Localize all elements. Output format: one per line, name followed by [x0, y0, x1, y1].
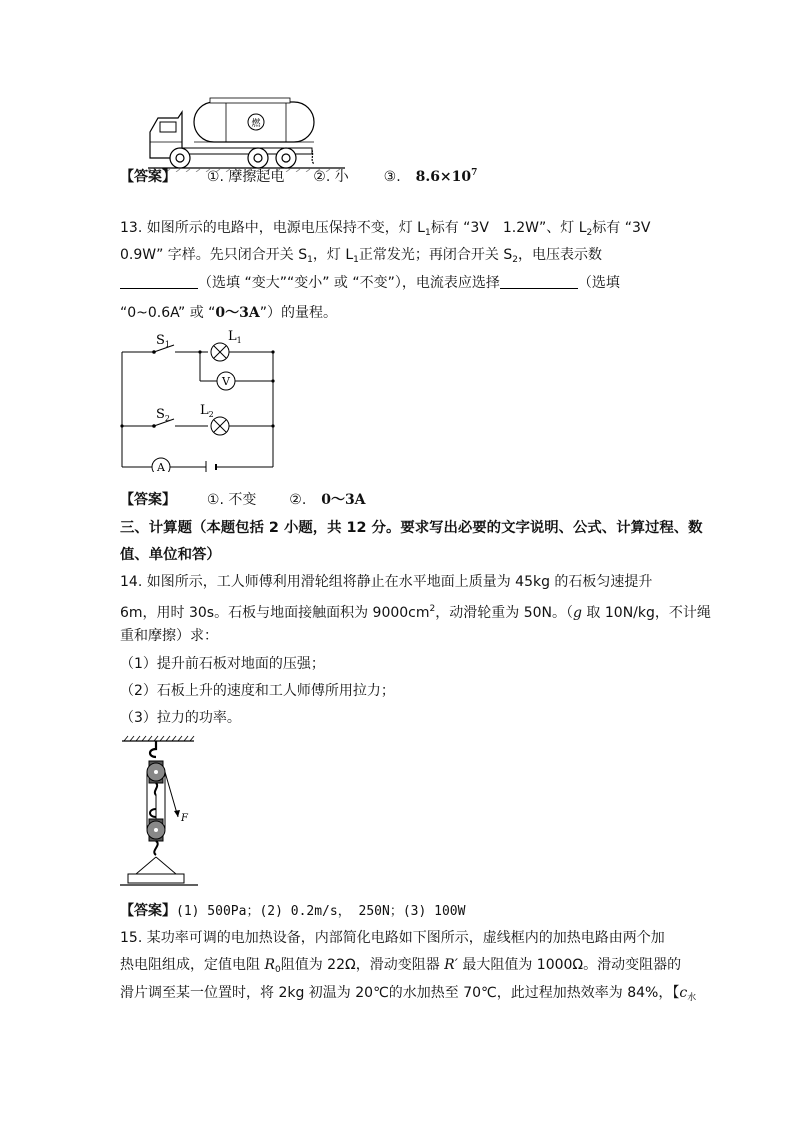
- answer-blank-1[interactable]: [120, 274, 198, 289]
- q13-line1: 13. 如图所示的电路中，电源电压保持不变，灯 $L_1$标有 “3V 1.2W”、灯 $L_2$标有 “3V: [120, 220, 651, 238]
- lamp-l2-label: $L_2$: [200, 403, 214, 419]
- answer-num: ③.: [383, 169, 401, 185]
- q15-line1: 15. 某功率可调的电加热设备，内部简化电路如下图所示，虚线框内的加热电路由两个加: [120, 930, 665, 946]
- section-heading-line2: 值、单位和答）: [120, 547, 221, 563]
- voltmeter-label: V: [222, 375, 230, 388]
- answer-text: 摩擦起电: [228, 169, 285, 185]
- force-label: F: [181, 813, 188, 824]
- answer-value: 0～3A: [321, 492, 366, 508]
- answer-tag: 【答案】: [120, 492, 176, 508]
- answer-num: ①.: [206, 169, 224, 185]
- answer-num: ②.: [313, 169, 331, 185]
- q14-line2: 6m，用时 30s。石板与地面接触面积为 $9000cm^2$，动滑轮重为 50N。（g 取 10N/kg，不计绳: [120, 604, 711, 621]
- q13-line3: （选填 “变大”“变小” 或 “不变”），电流表应选择 （选填: [120, 273, 620, 293]
- q14-answer: [120, 901, 465, 922]
- q13-line2: 0.9W” 字样。先只闭合开关 $S_1$，灯 $L_1$正常发光；再闭合开关 $S_2$，电压表示数: [120, 247, 602, 265]
- pulley-figure: [118, 733, 203, 893]
- q15-line3: 滑片调至某一位置时，将 2kg 初温为 20℃的水加热至 70℃，此过程加热效率为 84%，【$c_水$: [120, 985, 697, 1003]
- tank-label: 燃: [251, 119, 261, 129]
- answer-value: $8.6\times 10^7$: [415, 168, 478, 185]
- ammeter-label: A: [157, 461, 165, 472]
- section-heading-line1: 三、计算题（本题包括 2 小题，共 12 分。要求写出必要的文字说明、公式、计算过程、数: [120, 520, 703, 536]
- switch-s2-label: $S_2$: [156, 407, 170, 423]
- q14-item1: （1）提升前石板对地面的压强；: [120, 656, 325, 672]
- answer-tag: 【答案】: [120, 903, 176, 919]
- circuit-diagram: [118, 330, 283, 472]
- q13-answer: [120, 490, 366, 510]
- answer-text: 不变: [228, 492, 257, 508]
- switch-s1-label: $S_1$: [156, 333, 170, 349]
- q15-line2: 热电阻组成，定值电阻 $R_0$阻值为 22Ω，滑动变阻器 R′ 最大阻值为 1000Ω。滑动变阻器的: [120, 957, 682, 975]
- q14-line1: 14. 如图所示，工人师傅利用滑轮组将静止在水平地面上质量为 45kg 的石板匀速提升: [120, 574, 653, 590]
- answer-num: ①.: [206, 492, 224, 508]
- answer-blank-2[interactable]: [500, 274, 578, 289]
- q14-item2: （2）石板上升的速度和工人师傅所用拉力；: [120, 683, 395, 699]
- q12-answer: [120, 163, 477, 187]
- lamp-l1-label: $L_1$: [228, 330, 242, 345]
- q14-item3: （3）拉力的功率。: [120, 710, 241, 726]
- answer-text: 小: [334, 169, 349, 185]
- answer-tag: 【答案】: [120, 169, 176, 185]
- answer-num: ②.: [289, 492, 307, 508]
- q13-line4: “0~0.6A” 或 “0～3A”）的量程。: [120, 305, 338, 321]
- answer-text: (1) 500Pa；(2) 0.2m/s， 250N；(3) 100W: [176, 904, 466, 919]
- tanker-truck-figure: [140, 92, 350, 172]
- q14-line3: 重和摩擦）求：: [120, 628, 218, 644]
